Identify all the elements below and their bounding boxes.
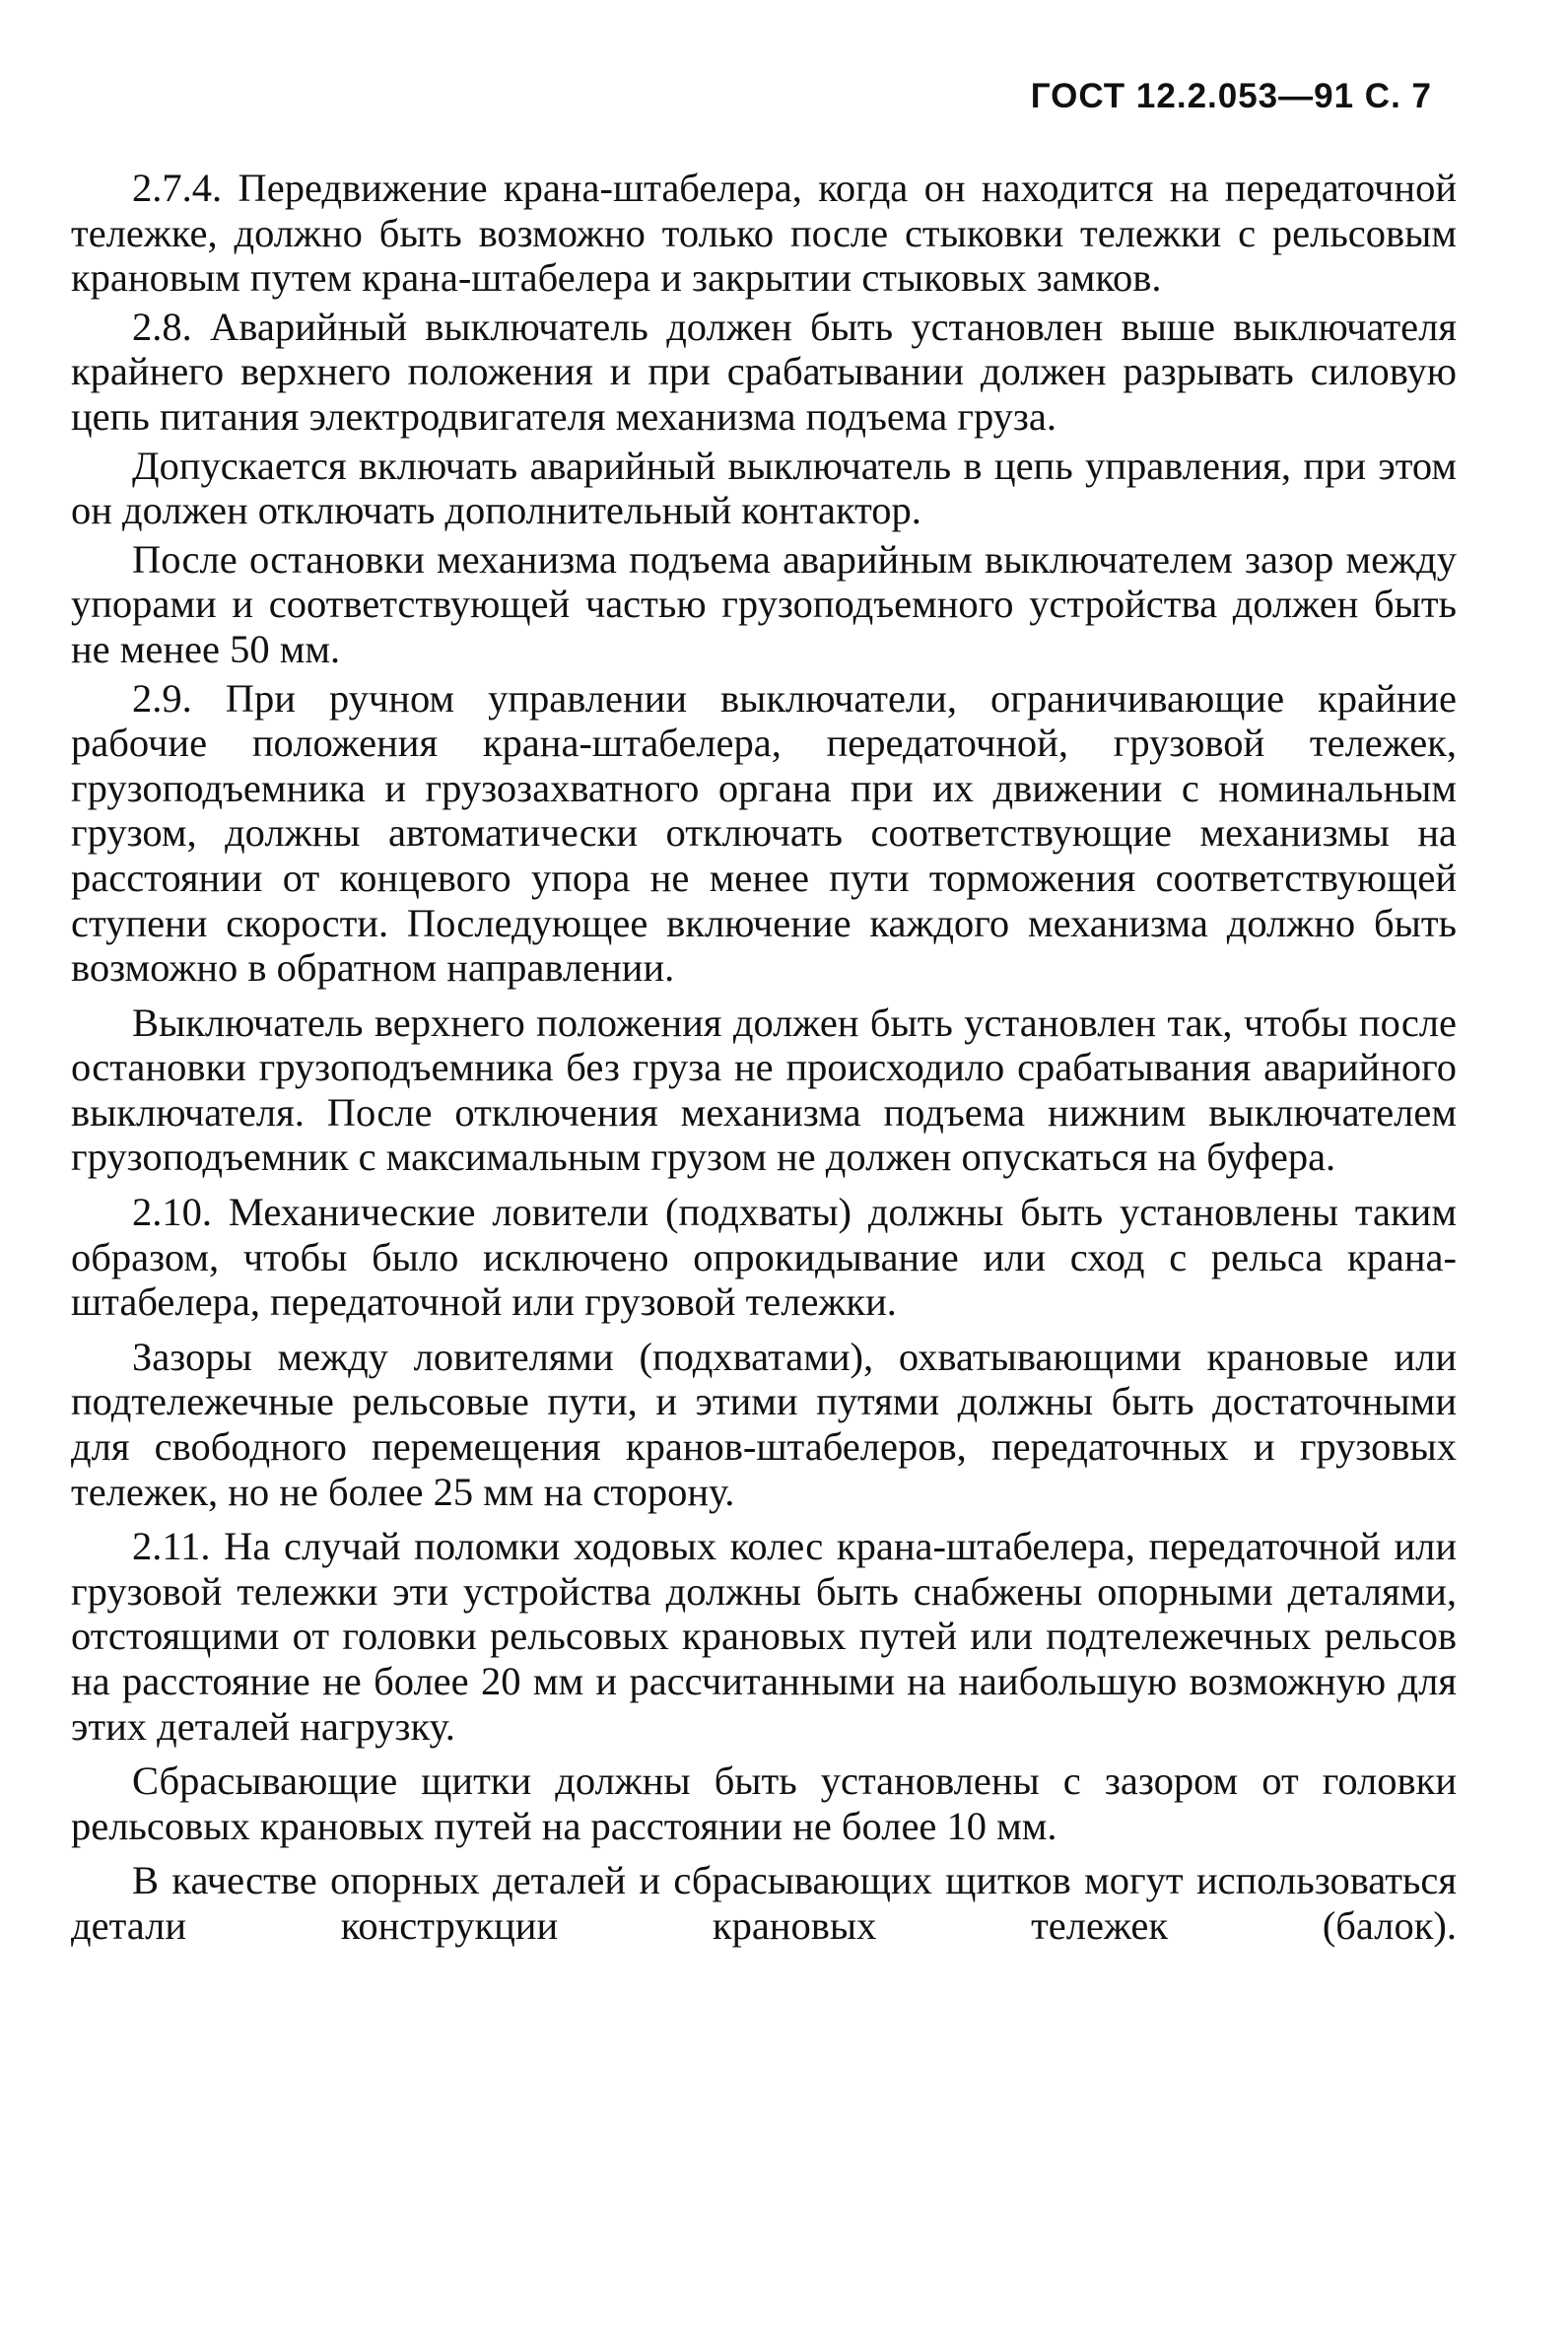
paragraph-2-9-upper-switch: Выключатель верхнего положения должен быть установлен так, чтобы после остановки грузоподъемника без груза не происходило срабатывания аварийного выключателя. После отключения механизма подъема нижним выключателем грузоподъемник с максимальным грузом не должен опускаться на буфера. <box>71 999 1457 1180</box>
document-body <box>71 166 1457 1953</box>
paragraph-2-8-gap: После остановки механизма подъема аварийным выключателем зазор между упорами и соответствующей частью грузоподъемного устройства должен быть не менее 50 мм. <box>71 536 1457 671</box>
paragraph-2-10: 2.10. Механические ловители (подхваты) должны быть установлены таким образом, чтобы было исключено опрокидывание или сход с рельса крана-штабелера, передаточной или грузовой тележки. <box>71 1190 1457 1325</box>
paragraph-2-10-gaps: Зазоры между ловителями (подхватами), охватывающими крановые или подтележечные рельсовые пути, и этими путями должны быть достаточными для свободного перемещения кранов-штабелеров, передаточных и грузовых тележек, но не более 25 мм на сторону. <box>71 1334 1457 1514</box>
paragraph-2-11: 2.11. На случай поломки ходовых колес крана-штабелера, передаточной или грузовой тележки эти устройства должны быть снабжены опорными деталями, отстоящими от головки рельсовых крановых путей или подтележечных рельсов на расстояние не более 20 мм и рассчитанными на наибольшую возможную для этих деталей нагрузку. <box>71 1524 1457 1749</box>
paragraph-2-8: 2.8. Аварийный выключатель должен быть установлен выше выключателя крайнего верхнего положения и при срабатывании должен разрывать силовую цепь питания электродвигателя механизма подъема груза. <box>71 304 1457 439</box>
paragraph-2-8-note: Допускается включать аварийный выключатель в цепь управления, при этом он должен отключать дополнительный контактор. <box>71 443 1457 533</box>
page-header: ГОСТ 12.2.053—91 С. 7 <box>1030 77 1432 115</box>
paragraph-2-7-4: 2.7.4. Передвижение крана-штабелера, когда он находится на передаточной тележке, должно быть возможно только после стыковки тележки с рельсовым крановым путем крана-штабелера и закрытии стыковых замков. <box>71 166 1457 301</box>
paragraph-2-9: 2.9. При ручном управлении выключатели, ограничивающие крайние рабочие положения крана-штабелера, передаточной, грузовой тележек, грузоподъемника и грузозахватного органа при их движении с номинальным грузом, должны автоматически отключать соответствующие механизмы на расстоянии от концевого упора не менее пути торможения соответствующей ступени скорости. Последующее включение каждого механизма должно быть возможно в обратном направлении. <box>71 675 1457 991</box>
paragraph-2-11-parts: В качестве опорных деталей и сбрасывающих щитков могут использоваться детали конструкции крановых тележек (балок). <box>71 1858 1457 1948</box>
paragraph-2-11-shields: Сбрасывающие щитки должны быть установлены с зазором от головки рельсовых крановых путей на расстоянии не более 10 мм. <box>71 1758 1457 1848</box>
